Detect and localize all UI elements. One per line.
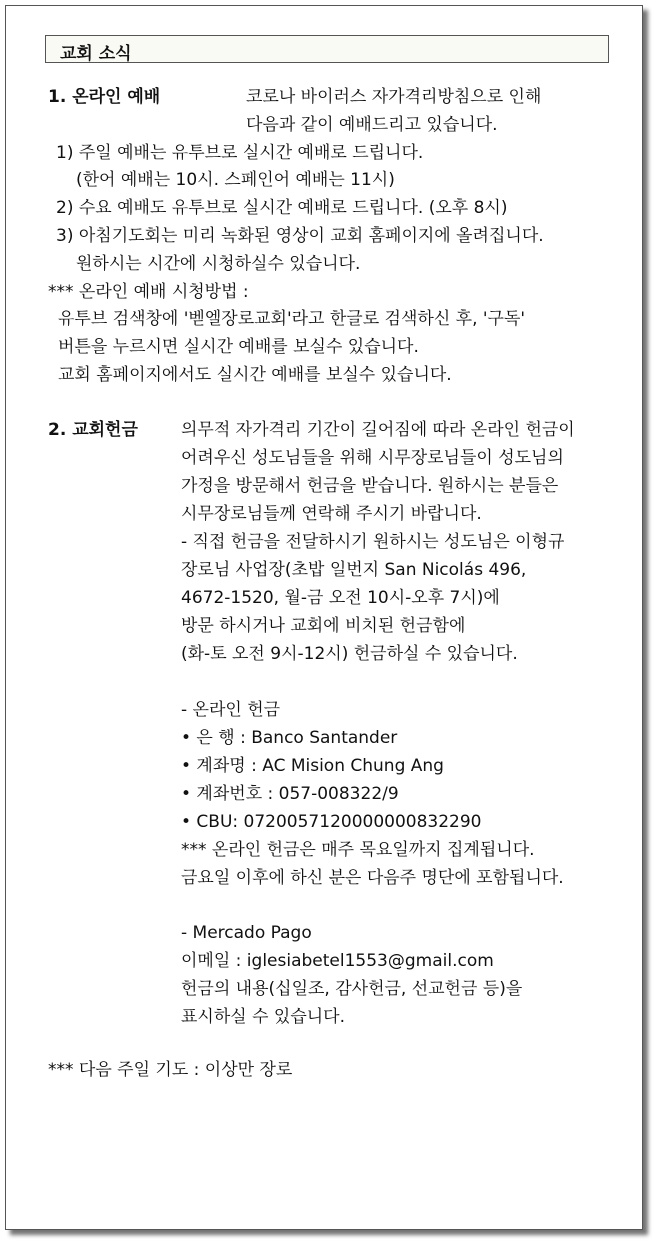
s1-line-5: 원하시는 시간에 시청하실수 있습니다. xyxy=(76,254,361,274)
section-title-box xyxy=(45,35,609,63)
s1-line-1: 1) 주일 예배는 유투브로 실시간 예배로 드립니다. xyxy=(56,143,424,163)
page-title: 교회 소식 xyxy=(60,44,132,64)
s2-line-7: 4672-1520, 월-금 오전 10시-오후 7시)에 xyxy=(181,588,500,608)
s1-line-2: (한어 예배는 10시. 스페인어 예배는 11시) xyxy=(76,170,395,190)
account-name: • 계좌명 : AC Mision Chung Ang xyxy=(181,756,444,776)
offering-note-2: 금요일 이후에 하신 분은 다음주 명단에 포함됩니다. xyxy=(181,868,564,888)
next-prayer-line: *** 다음 주일 기도 : 이상만 장로 xyxy=(48,1060,293,1080)
s2-line-5: - 직접 헌금을 전달하시기 원하시는 성도님은 이형규 xyxy=(181,532,565,552)
s1-line-4: 3) 아침기도회는 미리 녹화된 영상이 교회 홈페이지에 올려집니다. xyxy=(56,226,544,246)
s1-line-8: 버튼을 누르시면 실시간 예배를 보실수 있습니다. xyxy=(58,337,419,357)
email-line: 이메일 : iglesiabetel1553@gmail.com xyxy=(181,951,494,971)
s1-intro-line-2: 다음과 같이 예배드리고 있습니다. xyxy=(246,115,498,135)
section-2-heading: 2. 교회헌금 xyxy=(48,420,138,440)
s2-line-9: (화-토 오전 9시-12시) 헌금하실 수 있습니다. xyxy=(181,644,518,664)
section-1-heading: 1. 온라인 예배 xyxy=(48,87,161,107)
s1-line-6: *** 온라인 예배 시청방법 : xyxy=(48,282,249,302)
online-offering-label: - 온라인 헌금 xyxy=(181,700,281,720)
s1-line-9: 교회 홈페이지에서도 실시간 예배를 보실수 있습니다. xyxy=(58,365,452,385)
s1-intro-line-1: 코로나 바이러스 자가격리방침으로 인해 xyxy=(246,87,542,107)
mercado-pago-label: - Mercado Pago xyxy=(181,923,312,943)
offering-type-note: 헌금의 내용(십일조, 감사헌금, 선교헌금 등)을 xyxy=(181,979,523,999)
s2-line-2: 어려우신 성도님들을 위해 시무장로님들이 성도님의 xyxy=(181,448,564,468)
cbu-number: • CBU: 0720057120000000832290 xyxy=(181,812,482,832)
s1-line-3: 2) 수요 예배도 유투브로 실시간 예배로 드립니다. (오후 8시) xyxy=(56,198,508,218)
bank-name: • 은 행 : Banco Santander xyxy=(181,728,398,748)
s2-line-6: 장로님 사업장(초밥 일번지 San Nicolás 496, xyxy=(181,560,527,580)
s2-line-3: 가정을 방문해서 헌금을 받습니다. 원하시는 분들은 xyxy=(181,476,559,496)
bulletin-page xyxy=(5,5,643,1230)
s2-line-1: 의무적 자가격리 기간이 길어짐에 따라 온라인 헌금이 xyxy=(181,420,575,440)
s2-line-4: 시무장로님들께 연락해 주시기 바랍니다. xyxy=(181,504,482,524)
offering-type-note-2: 표시하실 수 있습니다. xyxy=(181,1007,346,1027)
offering-note-1: *** 온라인 헌금은 매주 목요일까지 집계됩니다. xyxy=(181,840,535,860)
s1-line-7: 유투브 검색창에 '벧엘장로교회'라고 한글로 검색하신 후, '구독' xyxy=(58,309,526,329)
s2-line-8: 방문 하시거나 교회에 비치된 헌금함에 xyxy=(181,616,466,636)
account-number: • 계좌번호 : 057-008322/9 xyxy=(181,784,399,804)
